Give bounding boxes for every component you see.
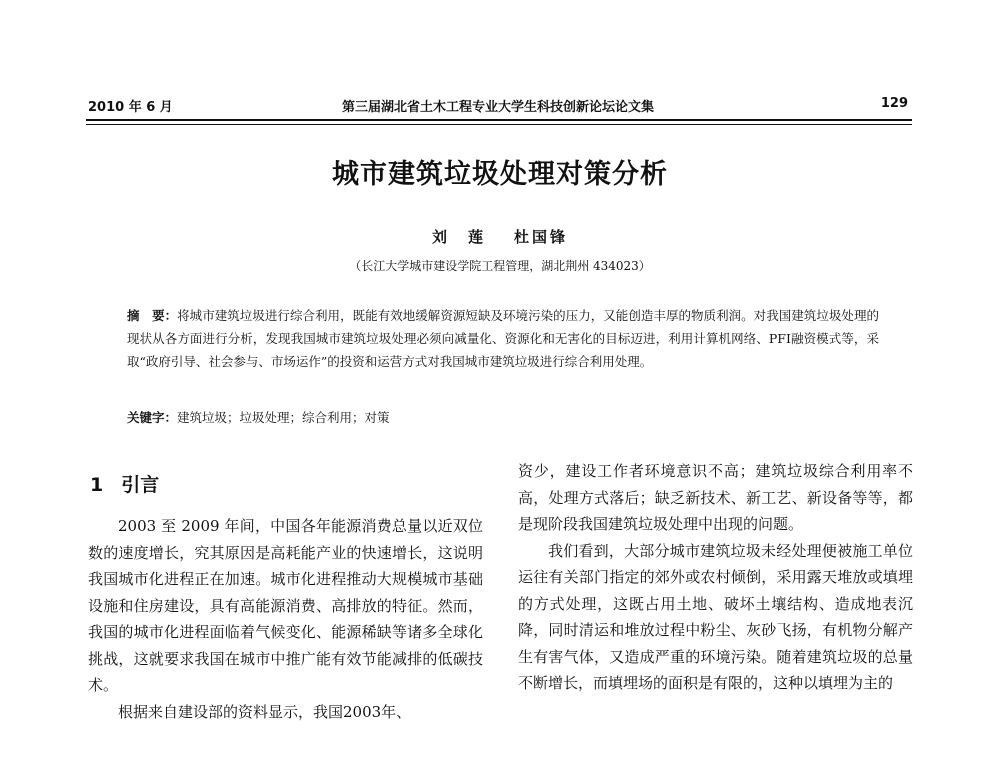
author-name: 杜国锋: [514, 228, 569, 246]
page-number: 129: [880, 96, 908, 111]
header-rule-thin: [86, 124, 912, 125]
keywords: [127, 408, 879, 426]
running-head: [88, 96, 908, 116]
paper-title: 城市建筑垃圾处理对策分析: [332, 159, 668, 190]
author-name: 刘 莲: [431, 228, 486, 246]
journal-name: 第三届湖北省土木工程专业大学生科技创新论坛论文集: [341, 100, 654, 115]
abstract-text: 将城市建筑垃圾进行综合利用，既能有效地缓解资源短缺及环境污染的压力，又能创造丰厚的物质利润。对我国建筑垃圾处理的现状从各方面进行分析，发现我国城市建筑垃圾处理必须向减量化、资源化和无害化的目标迈进，利用计算机网络、PFI融资模式等，采取“政府引导、社会参与、市场运作”的投资和运营方式对我国城市建筑垃圾进行综合利用处理。: [127, 308, 879, 369]
body-paragraph: 2003 至 2009 年间，中国各年能源消费总量以近双位数的速度增长，究其原因是高耗能产业的快速增长，这说明我国城市化进程正在加速。城市化进程推动大规模城市基础设施和住房建设，具有高能源消费、高排放的特征。然而，我国的城市化进程面临着气候变化、能源稀缺等诸多全球化挑战，这就要求我国在城市中推广能有效节能减排的低碳技术。: [88, 517, 483, 694]
header-rule-thick: [86, 119, 912, 121]
abstract-label: 摘 要：: [127, 308, 178, 323]
body-paragraph: 根据来自建设部的资料显示，我国2003年、: [118, 702, 412, 721]
section-title: 引言: [121, 474, 160, 496]
author-list: [0, 226, 1000, 247]
issue-date: 2010 年 6 月: [88, 100, 173, 115]
keywords-label: 关键字：: [127, 410, 178, 425]
body-paragraph: 资少，建设工作者环境意识不高；建筑垃圾综合利用率不高，处理方式落后；缺乏新技术、新工艺、新设备等等，都是现阶段我国建筑垃圾处理中出现的问题。: [518, 462, 913, 533]
body-column-left: [88, 513, 483, 725]
author-affiliation: （长江大学城市建设学院工程管理，湖北荆州 434023）: [349, 259, 651, 273]
section-heading: [90, 470, 159, 497]
body-paragraph: 我们看到，大部分城市建筑垃圾未经处理便被施工单位运往有关部门指定的郊外或农村倾倒，采用露天堆放或填埋的方式处理，这既占用土地、破坏土壤结构、造成地表沉降，同时清运和堆放过程中粉尘、灰砂飞扬，有机物分解产生有害气体，又造成严重的环境污染。随着建筑垃圾的总量不断增长，而填埋场的面积是有限的，这种以填埋为主的: [518, 541, 913, 692]
section-number: 1: [90, 474, 104, 496]
abstract: [127, 304, 879, 373]
body-column-right: [518, 458, 913, 697]
keywords-text: 建筑垃圾；垃圾处理；综合利用；对策: [177, 410, 390, 425]
